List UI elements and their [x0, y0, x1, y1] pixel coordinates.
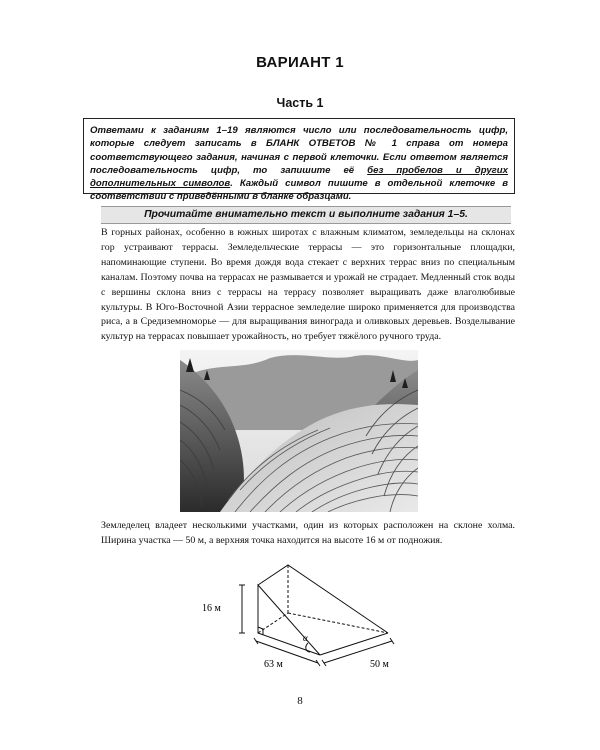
task-header: Прочитайте внимательно текст и выполните задания 1–5. — [101, 206, 511, 224]
paragraph-terraces: В горных районах, особенно в южных широтах с влажным климатом, земледельцы на склонах гор устраивают террасы. Земледельческие террасы — это горизонтальные площадки, напоминающие ступени. Во время дождя вода стекает с верхних террас вниз по специальным каналам. Поэтому почва на террасах не размывается и урожай не страдает. Медленный сток воды с вершины склона вниз с террасы на террасу позволяет выращивать даже влаголюбивые культуры. В Юго-Восточной Азии террасное земледелие широко применяется для производства риса, а в Средиземноморье — для выращивания винограда и оливковых деревьев. Возделывание культур на террасах повышает урожайность, но требует тяжёлого ручного труда. — [101, 227, 515, 343]
slope-diagram — [200, 559, 410, 671]
page-number: 8 — [297, 695, 303, 707]
base-label: 63 м — [264, 659, 283, 670]
width-label: 50 м — [370, 659, 389, 670]
paragraph-plot: Земледелец владеет несколькими участками, один из которых расположен на склоне холма. Ширина участка — 50 м, а верхняя точка находится на высоте 16 м от подножия. — [101, 520, 515, 546]
variant-title: ВАРИАНТ 1 — [256, 54, 344, 71]
part-title: Часть 1 — [276, 96, 324, 110]
instruction-underlined: без пробелов и других дополнительных символов — [90, 164, 508, 190]
instruction-text-end: . Каждый символ пишите в отдельной клеточке в соответствии с приведёнными в бланке образцами. — [90, 178, 508, 203]
instruction-text: Ответами к заданиям 1–19 являются число или последовательность цифр, которые следует записать в БЛАНК ОТВЕТОВ № 1 справа от номера соответствующего задания, начиная с первой клеточки. Если ответом является последовательность цифр, то запишите её — [90, 125, 508, 176]
instruction-box — [83, 118, 515, 203]
terrace-photo — [180, 350, 418, 512]
height-label: 16 м — [202, 603, 221, 614]
angle-label: α — [303, 633, 308, 643]
